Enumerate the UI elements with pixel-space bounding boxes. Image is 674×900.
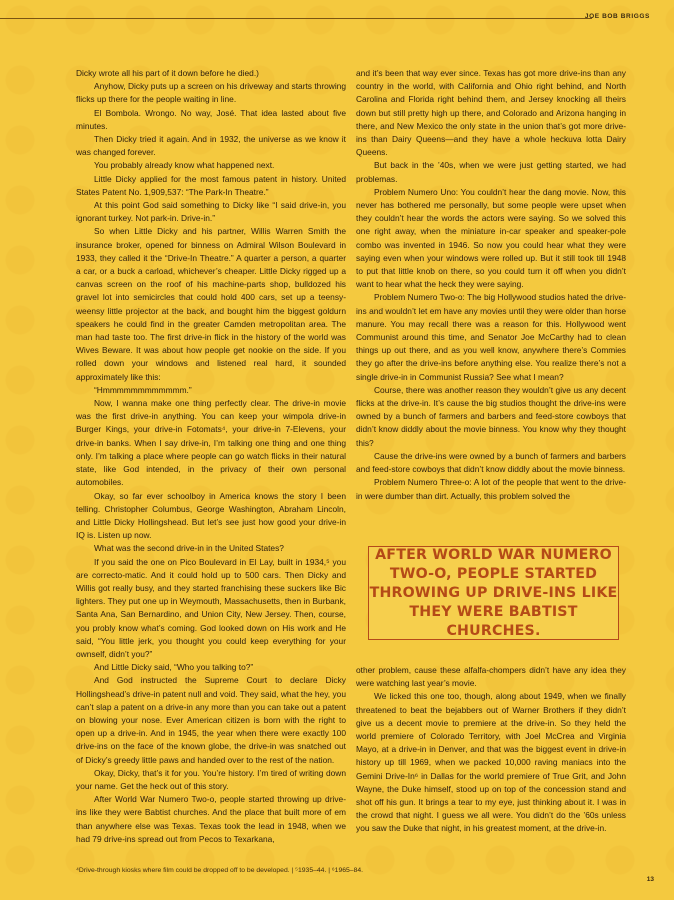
pull-quote bbox=[368, 546, 619, 640]
paragraph: You probably already know what happened next. bbox=[94, 160, 275, 171]
paragraph: El Bombola. Wrongo. No way, José. That idea lasted about five minutes. bbox=[76, 107, 346, 131]
paragraph: Okay, so far ever schoolboy in America knows the story I been telling. Christopher Columbus, George Washington, Abraham Lincoln, and Little Dicky Hollingshead. But let’s see just how good your drive-in IQ is. Listen up now. bbox=[76, 490, 346, 541]
paragraph: Now, I wanna make one thing perfectly clear. The drive-in movie was the first drive-in anything. You can keep your wimpola drive-in Burger Kings, your drive-in Fotomats⁴, your drive-in 7-Elevens, your drive-in banks. When I say drive-in, I’m talking one thing and one thing only. I’m talking a place where people can go watch flicks in their natural state, like God intended, in the privacy of their own personal automobiles. bbox=[76, 398, 346, 488]
header-rule bbox=[0, 18, 592, 19]
paragraph: Problem Numero Three-o: A lot of the people that went to the drive-in were dumber than dirt. Actually, this problem solved the bbox=[356, 477, 626, 501]
right-column-top bbox=[356, 67, 626, 503]
paragraph: Anyhow, Dicky puts up a screen on his driveway and starts throwing flicks up there for the people waiting in line. bbox=[76, 81, 346, 105]
paragraph: Little Dicky applied for the most famous patent in history. United States Patent No. 1,909,537: “The Park-In Theatre.” bbox=[76, 173, 346, 197]
left-column bbox=[76, 67, 346, 846]
right-column-bottom bbox=[356, 664, 626, 836]
footnote: ⁴Drive-through kiosks where film could be dropped off to be developed. | ⁵1935–44. | ⁶1965–84. bbox=[76, 867, 364, 874]
paragraph: Problem Numero Two-o: The big Hollywood studios hated the drive-ins and wouldn’t let em have any movies until they were older than horse manure. You may recall there was a reason for this. Hollywood went Communist around this time, and Senator Joe McCarthy had to clean things up out there, and as you well know, anywhere there’s Commies they go after the drive-ins before anything else. You realize there’s not a single drive-in in Communist Russia? See what I mean? bbox=[356, 292, 626, 382]
page-number: 13 bbox=[646, 876, 654, 883]
paragraph: So when Little Dicky and his partner, Willis Warren Smith the insurance broker, opened for binness on Admiral Wilson Boulevard in 1933, they called it the “Drive-In Theatre.” A quarter a person, a quarter a car, or a buck a carload, whichever’s cheaper. Little Dicky rigged up a canvas screen on the roof of his machine-parts shop, bulldozed his gravel lot into semicircles that could hold 400 cars, set up a teensy-weensy little projector at the back, and bought him the biggest goldurn speakers he could find in the greater Camden metropolitan area. The man had taste too. The first drive-in flick in the history of the world was Wives Beware. It was about how people get nookie on the side. If you rolled down your windows and listened real hard, it sounded approximately like this: bbox=[76, 226, 346, 382]
paragraph: After World War Numero Two-o, people started throwing up drive-ins like they were Babtist churches. And the place that built more of em than anywhere else was Texas. Texas took the lead in 1948, when we had 79 drive-ins spread out from Pecos to Texarkana, bbox=[76, 794, 346, 844]
paragraph: We licked this one too, though, along about 1949, when we finally threatened to beat the bejabbers out of Warner Brothers if they didn’t give us a decent movie to premiere at the drive-in. So they held the world premiere of Colorado Territory, with Joel McCrea and Virginia Mayo, at a drive-in in Denver, and that was the biggest event in drive-in history up till 1969, when we packed 10,000 raving maniacs into the Gemini Drive-In⁶ in Dallas for the world premiere of True Grit, and John Wayne, the Duke himself, stood up on top of the concession stand and shot off his gun. It brings a tear to my eye, just thinking about it. I was in the crowd that night. I guess we all were. You didn’t do the ’60s unless you saw the Duke that night, in his greatest moment, at the drive-in. bbox=[356, 691, 626, 834]
paragraph: Cause the drive-ins were owned by a bunch of farmers and barbers and feed-store cowboys that didn’t know diddly about the movie binness. bbox=[356, 450, 626, 475]
paragraph: Then Dicky tried it again. And in 1932, the universe as we know it was changed forever. bbox=[76, 134, 346, 158]
paragraph: Problem Numero Uno: You couldn’t hear the dang movie. Now, this never has bothered me personally, but some people were upset when they couldn’t hear the words the actors were saying. So we solved this one right away, when the miniature in-car speaker and speaker-pole combo was invented in 1946. So now you could hear what they were saying even when your windows were rolled up. But it still took till 1948 to put that little knob on there, so you could turn it off when you didn’t want to hear what the heck they were saying. bbox=[356, 186, 626, 290]
paragraph: If you said the one on Pico Boulevard in El Lay, built in 1934,⁵ you are correcto-matic. And it could hold up to 500 cars. Then Dicky and Willis got really busy, and they started franchising these suckers like Bic lighters. They put one up in Weymouth, Massachusetts, then in Burbank, Santa Ana, San Bernardino, and Union City, New Jersey. Then, course, you probly know what’s coming. God looked down on His work and He said, “You little jerk, you thought you could keep everything for your ownself, didn’t you?” bbox=[76, 556, 346, 659]
paragraph: Okay, Dicky, that’s it for you. You’re history. I’m tired of writing down your name. Get the heck out of this story. bbox=[76, 767, 346, 791]
paragraph: and it’s been that way ever since. Texas has got more drive-ins than any country in the world, with California and Ohio right behind, and North Carolina and Florida right behind them, and Jersey knocking all theirs down but still pretty high up there, and Colorado and Arizona hanging in there, and New Mexico the only state in the union that’s got more drive-ins than Dairy Queens—and they have a whole heckuva lotta Dairy Queens. bbox=[356, 68, 626, 158]
pull-quote-text: AFTER WORLD WAR NUMERO TWO-O, PEOPLE STARTED THROWING UP DRIVE-INS LIKE THEY WERE BABTIST CHURCHES. bbox=[369, 546, 618, 639]
paragraph: Course, there was another reason they wouldn’t give us any decent flicks at the drive-in. It’s cause the big studios thought the drive-ins were owned by a bunch of farmers and barbers and feed-store cowboys that didn’t know diddly about the movie binness. You know why they thought this? bbox=[356, 384, 626, 448]
paragraph: And God instructed the Supreme Court to declare Dicky Hollingshead’s drive-in patent null and void. They said, what the hey, you can’t slap a patent on a drive-in any more than you can take out a patent on blowing your nose. Ever American citizen is born with the right to open up a drive-in. And in 1945, the year when there were exactly 100 drive-ins on the face of the known globe, the drive-in was snatched out of Dicky’s greedy little paws and handed over to the rest of the nation. bbox=[76, 675, 346, 765]
paragraph: At this point God said something to Dicky like “I said drive-in, you ignorant turkey. Not park-in. Drive-in.” bbox=[76, 200, 346, 224]
paragraph: But back in the ’40s, when we were just getting started, we had problemas. bbox=[356, 160, 626, 184]
paragraph: What was the second drive-in in the United States? bbox=[94, 543, 284, 554]
paragraph: And Little Dicky said, “Who you talking to?” bbox=[94, 662, 254, 673]
paragraph: Dicky wrote all his part of it down before he died.) bbox=[76, 68, 259, 78]
running-head: JOE BOB BRIGGS bbox=[584, 13, 650, 20]
paragraph: other problem, cause these alfalfa-chompers didn’t have any idea they were watching last year’s movie. bbox=[356, 665, 626, 689]
paragraph: “Hmmmmmmmmmmmm.” bbox=[94, 384, 192, 395]
